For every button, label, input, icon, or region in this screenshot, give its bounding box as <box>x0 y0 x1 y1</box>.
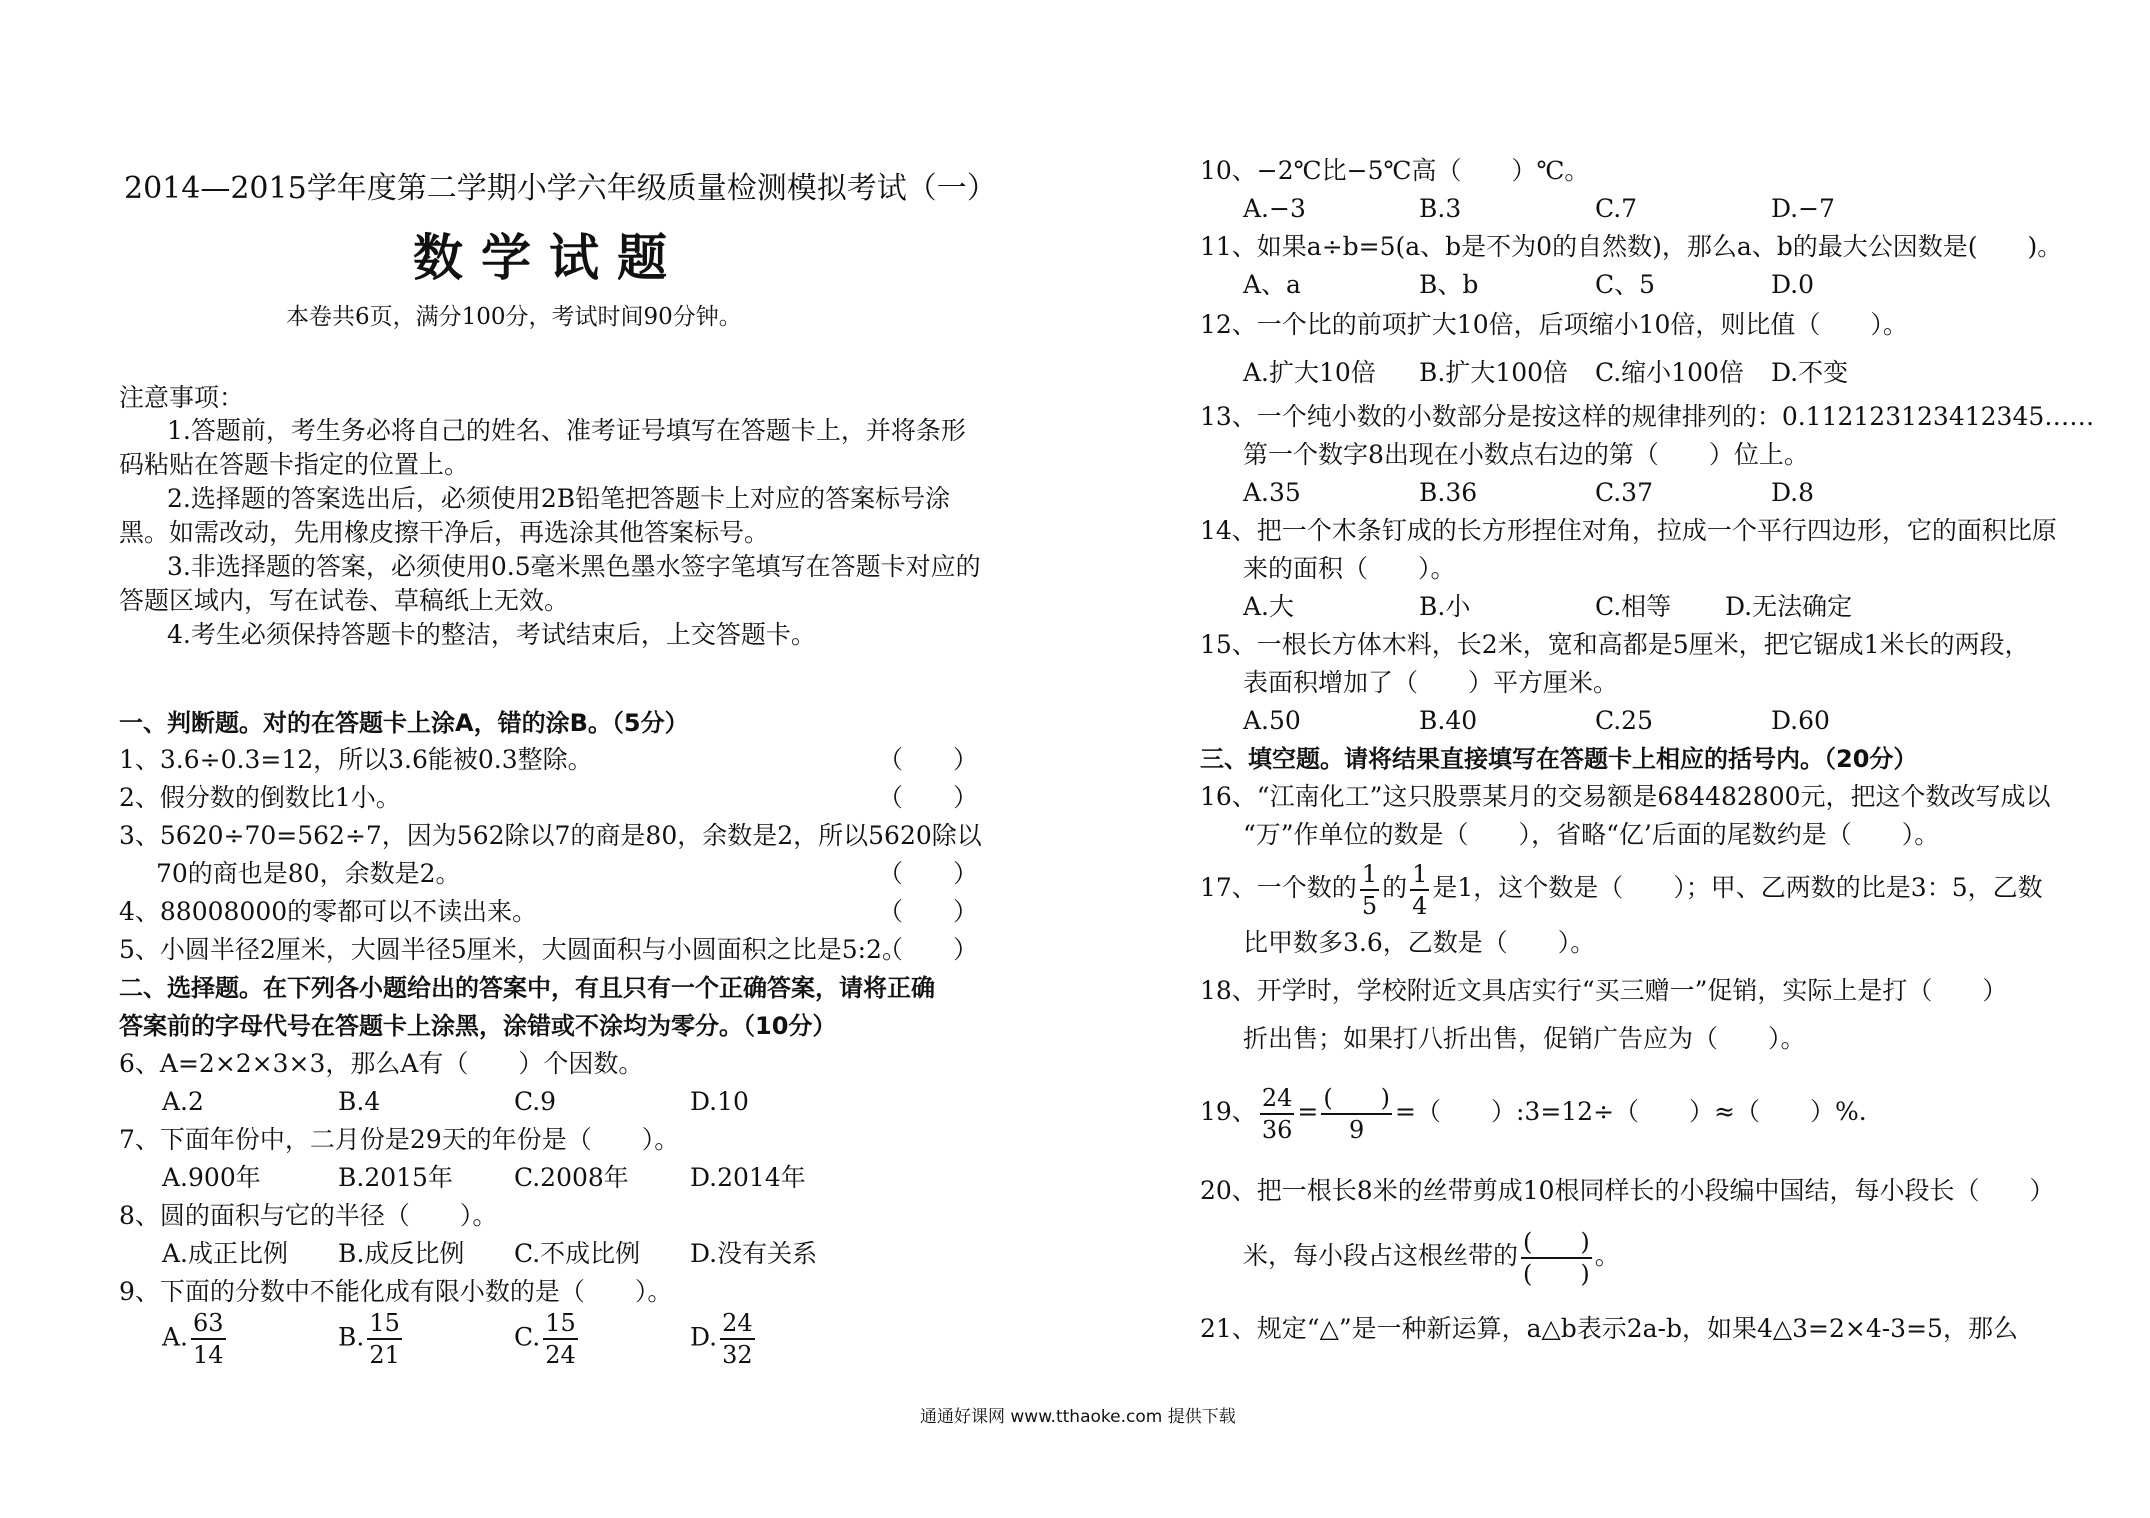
q13a: 13、一个纯小数的小数部分是按这样的规律排列的：0.112123123412345…… <box>1200 402 2095 431</box>
q8-option-b: B.成反比例 <box>338 1239 465 1268</box>
fraction-numerator: 15 <box>367 1308 402 1340</box>
q19-pre: 19、 <box>1200 1097 1257 1126</box>
q6-option-a: A.2 <box>162 1087 204 1116</box>
q16a: 16、“江南化工”这只股票某月的交易额是684482800元，把这个数改写成以 <box>1200 782 2051 811</box>
q15-option-b: B.40 <box>1419 706 1478 735</box>
q15-option-d: D.60 <box>1771 706 1830 735</box>
q15-option-a: A.50 <box>1243 706 1301 735</box>
q7-option-d: D.2014年 <box>690 1163 806 1192</box>
q17-post: 是1，这个数是（ ）；甲、乙两数的比是3：5，乙数 <box>1432 873 2043 902</box>
fraction-denominator: 4 <box>1412 891 1428 920</box>
q5: 5、小圆半径2厘米，大圆半径5厘米，大圆面积与小圆面积之比是5:2。 <box>119 935 907 964</box>
q5-answer-paren: （ ） <box>878 935 979 964</box>
q11: 11、如果a÷b=5(a、b是不为0的自然数)，那么a、b的最大公因数是( )。 <box>1200 232 2063 261</box>
q10-option-b: B.3 <box>1419 194 1462 223</box>
fraction-denominator: 21 <box>369 1341 400 1369</box>
q6-option-c: C.9 <box>514 1087 557 1116</box>
section2-heading-a: 二、选择题。在下列各小题给出的答案中，有且只有一个正确答案，请将正确 <box>119 974 935 1002</box>
fraction-numerator: 63 <box>191 1308 226 1340</box>
q10: 10、−2℃比−5℃高（ ）℃。 <box>1200 156 1590 185</box>
q18a: 18、开学时，学校附近文具店实行“买三赠一”促销，实际上是打（ ） <box>1200 976 2008 1005</box>
q10-option-d: D.−7 <box>1771 194 1835 223</box>
q9-option-a <box>162 1308 229 1370</box>
q13b: 第一个数字8出现在小数点右边的第（ ）位上。 <box>1243 440 1809 469</box>
section2-heading-b: 答案前的字母代号在答题卡上涂黑，涂错或不涂均为零分。（10分） <box>119 1012 837 1040</box>
q2: 2、假分数的倒数比1小。 <box>119 783 401 812</box>
q12-option-a: A.扩大10倍 <box>1243 358 1376 387</box>
fraction-denominator: 24 <box>545 1341 576 1369</box>
q6-option-d: D.10 <box>690 1087 749 1116</box>
subject-title: 数学试题 <box>413 229 685 287</box>
q15a: 15、一根长方体木料，长2米，宽和高都是5厘米，把它锯成1米长的两段， <box>1200 630 2030 659</box>
q17-fraction-1 <box>1360 859 1379 921</box>
q19 <box>1200 1080 1867 1145</box>
q9-option-c-label: C. <box>514 1322 541 1352</box>
q4: 4、88008000的零都可以不读出来。 <box>119 897 538 926</box>
q9-option-a-fraction <box>191 1308 226 1370</box>
q12: 12、一个比的前项扩大10倍，后项缩小10倍，则比值（ ）。 <box>1200 310 1908 339</box>
section1-heading: 一、判断题。对的在答题卡上涂A，错的涂B。（5分） <box>119 709 689 737</box>
q7: 7、下面年份中，二月份是29天的年份是（ ）。 <box>119 1125 680 1154</box>
q14-option-b: B.小 <box>1419 592 1471 621</box>
q13-option-a: A.35 <box>1243 478 1301 507</box>
q6-option-b: B.4 <box>338 1087 381 1116</box>
q9-option-d <box>690 1308 758 1370</box>
fraction-numerator: ( ) <box>1321 1083 1392 1115</box>
footer-text: 通通好课网 www.tthaoke.com 提供下载 <box>920 1407 1236 1427</box>
note-3a: 3.非选择题的答案，必须使用0.5毫米黑色墨水签字笔填写在答题卡对应的 <box>167 552 981 581</box>
q20-post: 。 <box>1594 1241 1620 1270</box>
q14-option-a: A.大 <box>1243 592 1295 621</box>
q10-option-a: A.−3 <box>1243 194 1306 223</box>
q7-option-b: B.2015年 <box>338 1163 453 1192</box>
q19-equals: = <box>1297 1097 1319 1126</box>
exam-title: 2014—2015学年度第二学期小学六年级质量检测模拟考试（一） <box>124 171 997 206</box>
note-3b: 答题区域内，写在试卷、草稿纸上无效。 <box>119 586 570 615</box>
q17-fraction-2 <box>1410 859 1429 921</box>
q9-option-c <box>514 1308 581 1370</box>
fraction-numerator: 15 <box>543 1308 578 1340</box>
q8: 8、圆的面积与它的半径（ ）。 <box>119 1201 498 1230</box>
q8-option-a: A.成正比例 <box>162 1239 289 1268</box>
q9-option-b-label: B. <box>338 1322 365 1352</box>
q13-option-d: D.8 <box>1771 478 1815 507</box>
fraction-denominator: 5 <box>1361 891 1378 920</box>
note-4: 4.考生必须保持答题卡的整洁，考试结束后，上交答题卡。 <box>167 620 816 649</box>
q9-option-c-fraction <box>543 1308 578 1370</box>
q14-option-c: C.相等 <box>1595 592 1672 621</box>
q20-pre: 米，每小段占这根丝带的 <box>1243 1241 1519 1270</box>
q1-answer-paren: （ ） <box>878 745 979 774</box>
q12-option-c: C.缩小100倍 <box>1595 358 1744 387</box>
q10-option-c: C.7 <box>1595 194 1638 223</box>
fraction-numerator: 1 <box>1360 859 1379 891</box>
q14-option-d: D.无法确定 <box>1725 592 1853 621</box>
q17-pre: 17、一个数的 <box>1200 873 1357 902</box>
note-1a: 1.答题前，考生务必将自己的姓名、准考证号填写在答题卡上，并将条形 <box>167 416 966 445</box>
q3-answer-paren: （ ） <box>878 859 979 888</box>
q15b: 表面积增加了（ ）平方厘米。 <box>1243 668 1619 697</box>
q20b <box>1243 1224 1620 1289</box>
fraction-numerator: 24 <box>1260 1083 1295 1115</box>
q13-option-b: B.36 <box>1419 478 1478 507</box>
fraction-denominator: 14 <box>193 1341 224 1369</box>
q21: 21、规定“△”是一种新运算，a△b表示2a-b，如果4△3=2×4-3=5，那么 <box>1200 1314 2018 1343</box>
q11-option-b: B、b <box>1419 270 1479 299</box>
q9-option-a-label: A. <box>162 1322 189 1352</box>
q2-answer-paren: （ ） <box>878 783 979 812</box>
q20-fraction <box>1521 1227 1592 1289</box>
q9-option-b <box>338 1308 405 1370</box>
q17a <box>1200 856 2043 921</box>
section3-heading: 三、填空题。请将结果直接填写在答题卡上相应的括号内。（20分） <box>1200 745 1918 773</box>
q19-fraction-2 <box>1321 1083 1392 1145</box>
fraction-denominator: 36 <box>1261 1115 1293 1144</box>
q19-post: =（ ）:3=12÷（ ）≈（ ）%. <box>1395 1097 1867 1126</box>
q16b: “万”作单位的数是（ ），省略“亿’后面的尾数约是（ ）。 <box>1243 820 1940 849</box>
fraction-numerator: 1 <box>1410 859 1429 891</box>
q14a: 14、把一个木条钉成的长方形捏住对角，拉成一个平行四边形，它的面积比原 <box>1200 516 2057 545</box>
note-1b: 码粘贴在答题卡指定的位置上。 <box>119 450 470 479</box>
q1: 1、3.6÷0.3=12，所以3.6能被0.3整除。 <box>119 745 593 774</box>
fraction-denominator: 32 <box>722 1341 753 1369</box>
fraction-numerator: ( ) <box>1521 1227 1592 1259</box>
q15-option-c: C.25 <box>1595 706 1653 735</box>
q4-answer-paren: （ ） <box>878 897 979 926</box>
fraction-denominator: ( ) <box>1523 1259 1590 1288</box>
q3a: 3、5620÷70=562÷7，因为562除以7的商是80，余数是2，所以5620除以 <box>119 821 982 850</box>
q11-option-d: D.0 <box>1771 270 1815 299</box>
note-2b: 黑。如需改动，先用橡皮擦干净后，再选涂其他答案标号。 <box>119 518 770 547</box>
q13-option-c: C.37 <box>1595 478 1653 507</box>
q14b: 来的面积（ ）。 <box>1243 554 1456 583</box>
q6: 6、A=2×2×3×3，那么A有（ ）个因数。 <box>119 1049 644 1078</box>
q8-option-c: C.不成比例 <box>514 1239 641 1268</box>
q9-option-d-label: D. <box>690 1322 718 1352</box>
q17-mid: 的 <box>1382 873 1408 902</box>
q20a: 20、把一根长8米的丝带剪成10根同样长的小段编中国结，每小段长（ ） <box>1200 1176 2055 1205</box>
fraction-denominator: 9 <box>1349 1115 1365 1144</box>
q12-option-b: B.扩大100倍 <box>1419 358 1569 387</box>
q7-option-c: C.2008年 <box>514 1163 629 1192</box>
q18b: 折出售；如果打八折出售，促销广告应为（ ）。 <box>1243 1024 1806 1053</box>
q9-option-d-fraction <box>720 1308 755 1370</box>
exam-info: 本卷共6页，满分100分，考试时间90分钟。 <box>286 304 742 330</box>
q11-option-a: A、a <box>1243 270 1301 299</box>
q3b: 70的商也是80，余数是2。 <box>156 859 461 888</box>
q11-option-c: C、5 <box>1595 270 1656 299</box>
q12-option-d: D.不变 <box>1771 358 1849 387</box>
q19-fraction-1 <box>1260 1083 1295 1145</box>
q9-option-b-fraction <box>367 1308 402 1370</box>
q7-option-a: A.900年 <box>162 1163 261 1192</box>
notes-heading: 注意事项： <box>119 383 245 412</box>
note-2a: 2.选择题的答案选出后，必须使用2B铅笔把答题卡上对应的答案标号涂 <box>167 484 951 513</box>
q17b: 比甲数多3.6，乙数是（ ）。 <box>1243 928 1596 957</box>
q9: 9、下面的分数中不能化成有限小数的是（ ）。 <box>119 1277 673 1306</box>
fraction-numerator: 24 <box>720 1308 755 1340</box>
q8-option-d: D.没有关系 <box>690 1239 818 1268</box>
